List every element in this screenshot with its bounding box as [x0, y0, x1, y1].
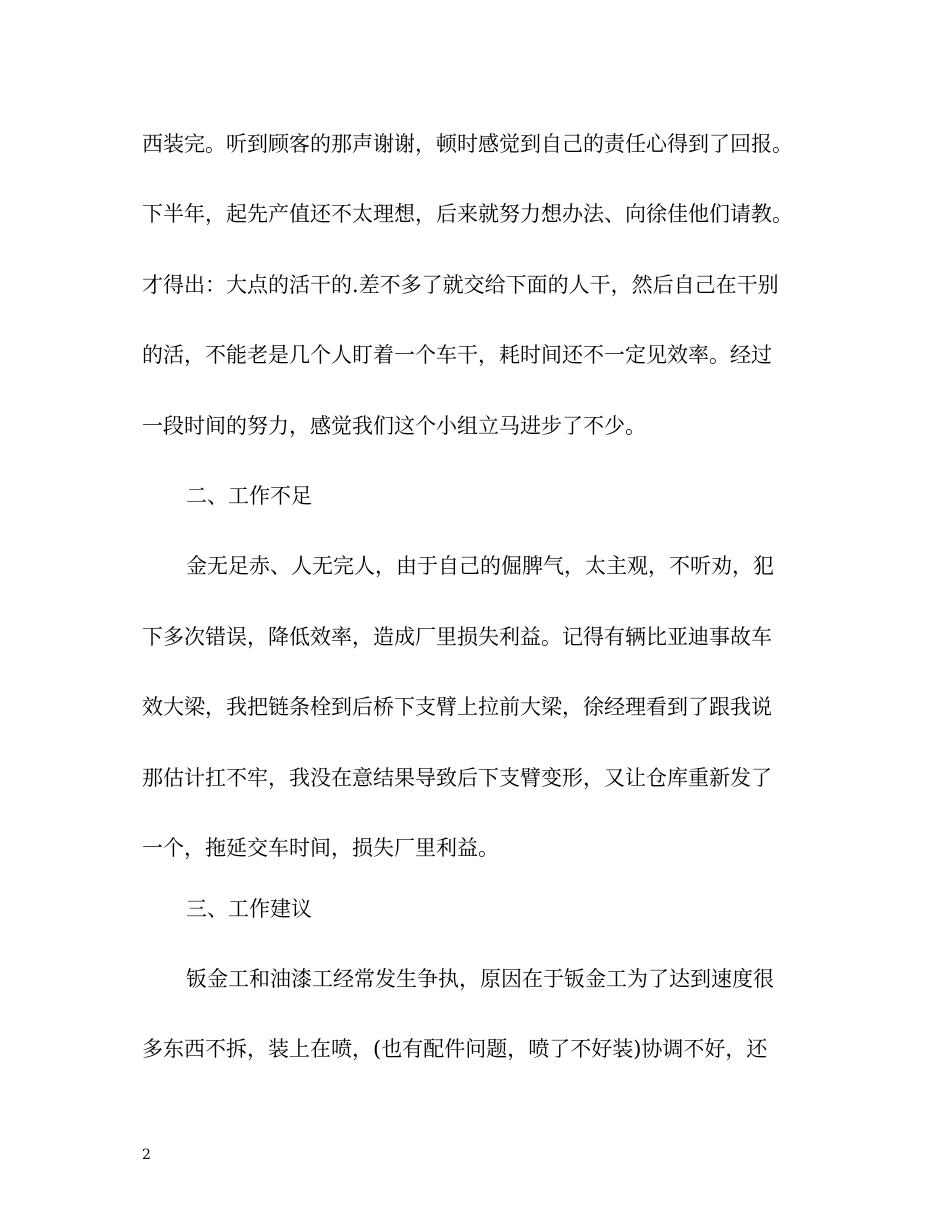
- text-line-1: 西装完。听到顾客的那声谢谢，顿时感觉到自己的责任心得到了回报。: [142, 132, 793, 156]
- text-line-5: 一段时间的努力，感觉我们这个小组立马进步了不少。: [142, 414, 646, 438]
- section-heading-shortcomings: 二、工作不足: [186, 484, 312, 508]
- text-line-4: 的活，不能老是几个人盯着一个车干，耗时间还不一定见效率。经过: [142, 343, 772, 367]
- text-line-11: 一个，拖延交车时间，损失厂里利益。: [142, 836, 499, 860]
- page-number: 2: [142, 1147, 151, 1163]
- text-line-9: 效大梁，我把链条栓到后桥下支臂上拉前大梁，徐经理看到了跟我说: [142, 695, 772, 719]
- text-line-3: 才得出：大点的活干的.差不多了就交给下面的人干，然后自己在干别: [142, 273, 779, 297]
- text-line-7: 金无足赤、人无完人，由于自己的倔脾气，太主观，不听劝，犯: [186, 554, 774, 578]
- text-line-8: 下多次错误，降低效率，造成厂里损失利益。记得有辆比亚迪事故车: [142, 625, 772, 649]
- text-line-2: 下半年，起先产值还不太理想，后来就努力想办法、向徐佳他们请教。: [142, 202, 793, 226]
- text-line-10: 那估计扛不牢，我没在意结果导致后下支臂变形，又让仓库重新发了: [142, 766, 772, 790]
- text-line-14: 多东西不拆，装上在喷，(也有配件问题，喷了不好装)协调不好，还: [142, 1037, 768, 1061]
- text-line-13: 钣金工和油漆工经常发生争执，原因在于钣金工为了达到速度很: [186, 967, 774, 991]
- section-heading-suggestions: 三、工作建议: [186, 897, 312, 921]
